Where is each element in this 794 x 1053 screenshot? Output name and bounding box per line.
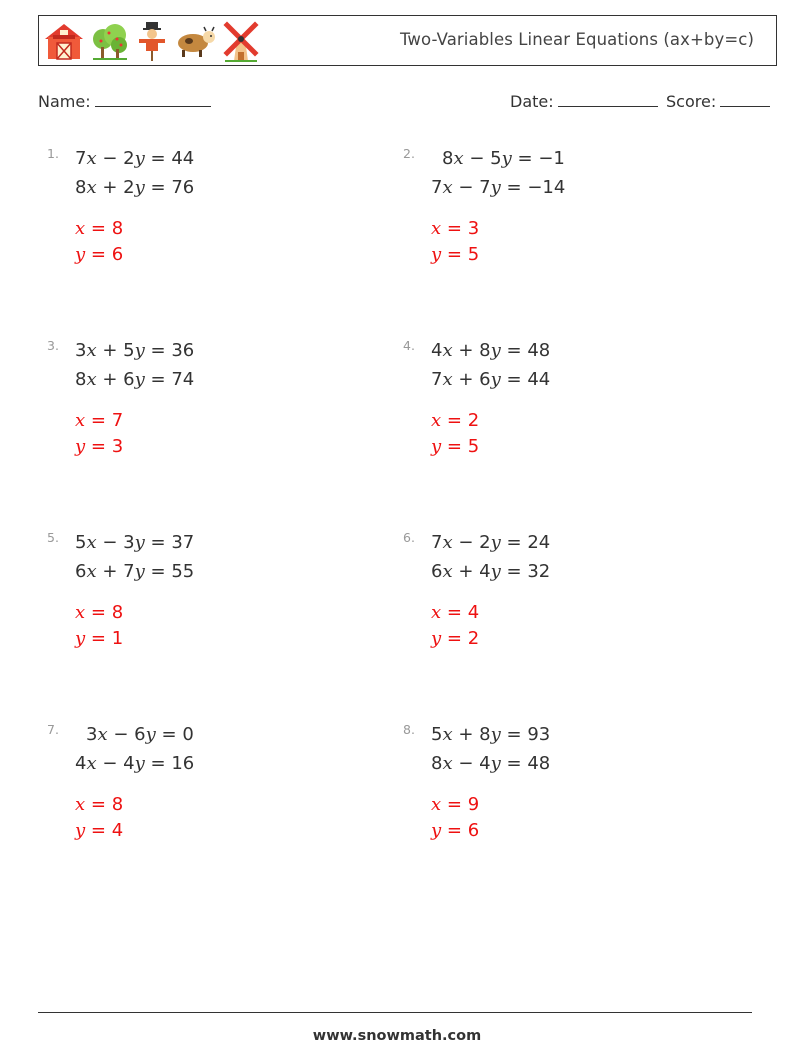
constant: 32 [527, 561, 551, 582]
problem-number: 5. [47, 530, 59, 545]
var-y: y [134, 753, 145, 774]
operator: − [113, 724, 129, 745]
answer-y: y = 6 [431, 820, 480, 841]
barn-icon [43, 21, 85, 61]
name-field[interactable] [38, 92, 211, 111]
coef-b: 2 [479, 532, 491, 553]
equation-1: 3x + 5y = 36 [75, 340, 195, 361]
coef-a: 6 [75, 561, 87, 582]
date-label: Date: [510, 92, 554, 111]
constant: 48 [527, 753, 551, 774]
coef-b: 5 [123, 340, 135, 361]
problem-1 [47, 146, 347, 296]
var-y: y [490, 177, 501, 198]
var-x: x [86, 532, 97, 553]
problem-6 [403, 530, 703, 680]
answer-x: x = 7 [75, 410, 124, 431]
answer-x: x = 3 [431, 218, 480, 239]
operator: + [458, 561, 474, 582]
worksheet-title: Two-Variables Linear Equations (ax+by=c) [399, 30, 754, 49]
coef-b: 8 [479, 724, 491, 745]
coef-b: 8 [479, 340, 491, 361]
answer-x: x = 8 [75, 794, 124, 815]
var-x: x [442, 532, 453, 553]
problem-4 [403, 338, 703, 488]
name-label: Name: [38, 92, 91, 111]
constant: 36 [171, 340, 195, 361]
equation-1: 5x − 3y = 37 [75, 532, 195, 553]
operator: − [102, 148, 118, 169]
equation-1: 7x − 2y = 44 [75, 148, 195, 169]
constant: 24 [527, 532, 551, 553]
tree-icon [89, 21, 131, 61]
var-y: y [490, 724, 501, 745]
coef-b: 7 [123, 561, 135, 582]
answer-y-value: 6 [111, 244, 124, 265]
coef-b: 6 [479, 369, 491, 390]
answer-y: y = 1 [75, 628, 124, 649]
score-label: Score: [666, 92, 717, 111]
answer-y: y = 3 [75, 436, 124, 457]
constant: 76 [171, 177, 195, 198]
problem-number: 8. [403, 722, 415, 737]
constant: 74 [171, 369, 195, 390]
date-field[interactable] [510, 92, 658, 111]
coef-a: 4 [431, 340, 443, 361]
cow-icon [173, 23, 217, 59]
operator: + [458, 340, 474, 361]
footer-url: www.snowmath.com [312, 1028, 482, 1044]
coef-b: 2 [123, 148, 135, 169]
coef-a: 8 [75, 369, 87, 390]
answer-y: y = 5 [431, 244, 480, 265]
equation-2: 6x + 4y = 32 [431, 561, 551, 582]
equation-2: 4x − 4y = 16 [75, 753, 195, 774]
footer-divider [38, 1012, 752, 1013]
var-y: y [134, 532, 145, 553]
operator: − [458, 753, 474, 774]
operator: − [102, 753, 118, 774]
var-y: y [134, 148, 145, 169]
answer-y-value: 5 [467, 244, 480, 265]
coef-a: 7 [431, 369, 443, 390]
constant: 55 [171, 561, 195, 582]
answer-x-value: 9 [467, 794, 480, 815]
var-x: x [442, 753, 453, 774]
operator: + [458, 369, 474, 390]
coef-b: 5 [490, 148, 502, 169]
coef-b: 6 [123, 369, 135, 390]
constant: 48 [527, 340, 551, 361]
var-y: y [134, 177, 145, 198]
equation-1: 3x − 6y = 0 [86, 724, 194, 745]
equation-1: 5x + 8y = 93 [431, 724, 551, 745]
answer-x-value: 3 [467, 218, 480, 239]
answer-y: y = 2 [431, 628, 480, 649]
coef-b: 4 [479, 561, 491, 582]
problem-2 [403, 146, 703, 296]
var-x: x [97, 724, 108, 745]
worksheet-header [38, 15, 777, 66]
coef-a: 8 [75, 177, 87, 198]
var-y: y [490, 369, 501, 390]
equation-1: 7x − 2y = 24 [431, 532, 551, 553]
var-x: x [86, 561, 97, 582]
coef-a: 8 [442, 148, 454, 169]
var-y: y [490, 340, 501, 361]
var-y: y [490, 753, 501, 774]
var-x: x [86, 340, 97, 361]
answer-x-value: 8 [111, 218, 124, 239]
constant: 44 [171, 148, 195, 169]
problem-number: 4. [403, 338, 415, 353]
problem-5 [47, 530, 347, 680]
answer-y-value: 3 [111, 436, 124, 457]
answer-x-value: 4 [467, 602, 480, 623]
date-blank[interactable] [558, 92, 658, 107]
var-y: y [490, 532, 501, 553]
problem-number: 3. [47, 338, 59, 353]
name-blank[interactable] [95, 92, 211, 107]
coef-a: 8 [431, 753, 443, 774]
coef-a: 3 [75, 340, 87, 361]
problem-8 [403, 722, 703, 872]
equation-1: 8x − 5y = −1 [442, 148, 565, 169]
var-x: x [86, 177, 97, 198]
coef-a: 7 [431, 177, 443, 198]
coef-a: 3 [86, 724, 98, 745]
constant: 16 [171, 753, 195, 774]
var-x: x [86, 753, 97, 774]
score-blank[interactable] [720, 92, 770, 107]
problem-7 [47, 722, 347, 872]
var-y: y [501, 148, 512, 169]
operator: + [102, 369, 118, 390]
coef-b: 3 [123, 532, 135, 553]
coef-a: 5 [431, 724, 443, 745]
coef-b: 4 [479, 753, 491, 774]
operator: − [469, 148, 485, 169]
constant: −1 [538, 148, 565, 169]
problem-number: 1. [47, 146, 59, 161]
windmill-icon [221, 19, 261, 63]
var-y: y [134, 340, 145, 361]
answer-y-value: 4 [111, 820, 124, 841]
answer-x-value: 8 [111, 602, 124, 623]
var-x: x [442, 369, 453, 390]
var-x: x [86, 148, 97, 169]
scarecrow-icon [135, 20, 169, 62]
answer-y-value: 6 [467, 820, 480, 841]
operator: − [102, 532, 118, 553]
coef-b: 6 [134, 724, 146, 745]
answer-x: x = 8 [75, 218, 124, 239]
constant: 0 [182, 724, 194, 745]
operator: + [102, 177, 118, 198]
constant: 44 [527, 369, 551, 390]
coef-b: 7 [479, 177, 491, 198]
score-field[interactable] [666, 92, 770, 111]
operator: + [102, 340, 118, 361]
constant: 37 [171, 532, 195, 553]
operator: − [458, 177, 474, 198]
answer-x: x = 9 [431, 794, 480, 815]
problem-number: 2. [403, 146, 415, 161]
equation-2: 6x + 7y = 55 [75, 561, 195, 582]
answer-x: x = 8 [75, 602, 124, 623]
answer-y-value: 1 [111, 628, 124, 649]
problem-3 [47, 338, 347, 488]
var-x: x [442, 724, 453, 745]
answer-y: y = 4 [75, 820, 124, 841]
equation-1: 4x + 8y = 48 [431, 340, 551, 361]
var-x: x [453, 148, 464, 169]
coef-a: 6 [431, 561, 443, 582]
answer-x-value: 8 [111, 794, 124, 815]
answer-x-value: 7 [111, 410, 124, 431]
operator: + [102, 561, 118, 582]
answer-y-value: 2 [467, 628, 480, 649]
answer-x-value: 2 [467, 410, 480, 431]
coef-a: 7 [431, 532, 443, 553]
operator: + [458, 724, 474, 745]
coef-a: 4 [75, 753, 87, 774]
var-x: x [442, 561, 453, 582]
var-y: y [145, 724, 156, 745]
var-x: x [86, 369, 97, 390]
coef-a: 5 [75, 532, 87, 553]
answer-y: y = 5 [431, 436, 480, 457]
problem-number: 7. [47, 722, 59, 737]
var-y: y [490, 561, 501, 582]
equation-2: 8x + 6y = 74 [75, 369, 195, 390]
var-x: x [442, 177, 453, 198]
coef-b: 4 [123, 753, 135, 774]
var-y: y [134, 369, 145, 390]
answer-x: x = 2 [431, 410, 480, 431]
var-y: y [134, 561, 145, 582]
answer-x: x = 4 [431, 602, 480, 623]
equation-2: 8x + 2y = 76 [75, 177, 195, 198]
constant: 93 [527, 724, 551, 745]
var-x: x [442, 340, 453, 361]
answer-y-value: 5 [467, 436, 480, 457]
header-icons [43, 19, 261, 63]
answer-y: y = 6 [75, 244, 124, 265]
operator: − [458, 532, 474, 553]
coef-a: 7 [75, 148, 87, 169]
coef-b: 2 [123, 177, 135, 198]
equation-2: 8x − 4y = 48 [431, 753, 551, 774]
equation-2: 7x − 7y = −14 [431, 177, 566, 198]
equation-2: 7x + 6y = 44 [431, 369, 551, 390]
problem-number: 6. [403, 530, 415, 545]
constant: −14 [527, 177, 566, 198]
